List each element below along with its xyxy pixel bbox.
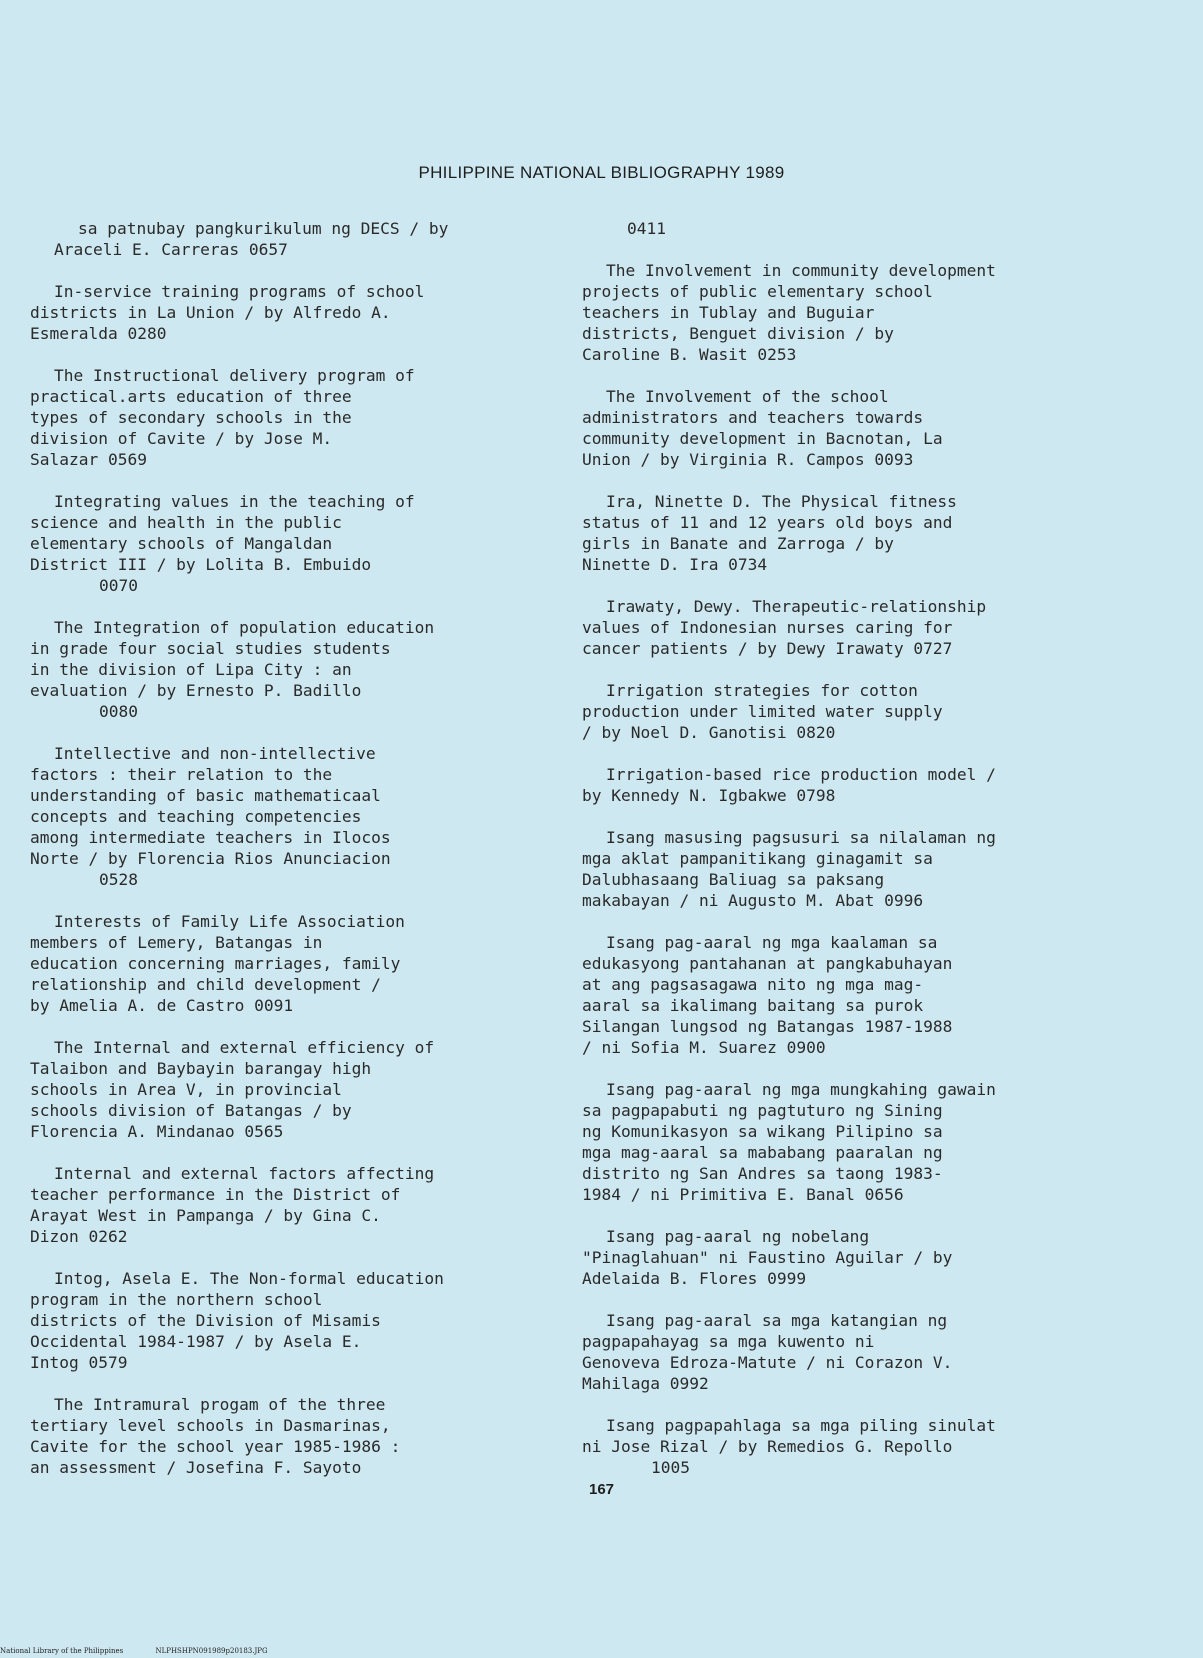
bibliography-entry	[582, 386, 1082, 470]
entry-line: among intermediate teachers in Ilocos	[30, 828, 391, 847]
entry-line: in grade four social studies students	[30, 639, 391, 658]
bibliography-entry	[30, 617, 550, 722]
entry-number: 0080	[99, 702, 138, 721]
entry-line: teachers in Tublay and Buguiar	[582, 303, 875, 322]
bibliography-entry	[30, 1268, 550, 1373]
entry-line: Talaibon and Baybayin barangay high	[30, 1059, 372, 1078]
entry-line: types of secondary schools in the	[30, 408, 352, 427]
entry-line: The Instructional delivery program of	[54, 366, 415, 385]
entry-line: practical.arts education of three	[30, 387, 352, 406]
entry-line: Irrigation-based rice production model /	[606, 765, 996, 784]
left-column	[30, 218, 550, 1499]
entry-line: Intog, Asela E. The Non-formal education	[54, 1269, 444, 1288]
entry-line: by Amelia A. de Castro 0091	[30, 996, 294, 1015]
entry-line: Interests of Family Life Association	[54, 912, 405, 931]
entry-line: Arayat West in Pampanga / by Gina C.	[30, 1206, 381, 1225]
entry-line: The Integration of population education	[54, 618, 435, 637]
entry-line: Adelaida B. Flores 0999	[582, 1269, 807, 1288]
bibliography-entry	[30, 491, 550, 596]
entry-line: mga mag-aaral sa mababang paaralan ng	[582, 1143, 943, 1162]
bibliography-entry	[582, 1226, 1082, 1289]
entry-line: The Intramural progam of the three	[54, 1395, 386, 1414]
entry-line: values of Indonesian nurses caring for	[582, 618, 953, 637]
bibliography-entry	[582, 680, 1082, 743]
entry-line: Cavite for the school year 1985-1986 :	[30, 1437, 401, 1456]
entry-line: concepts and teaching competencies	[30, 807, 362, 826]
entry-line: program in the northern school	[30, 1290, 323, 1309]
entry-line: districts of the Division of Misamis	[30, 1311, 381, 1330]
entry-line: Occidental 1984-1987 / by Asela E.	[30, 1332, 362, 1351]
entry-line: Intog 0579	[30, 1353, 128, 1372]
entry-line: makabayan / ni Augusto M. Abat 0996	[582, 891, 924, 910]
entry-line: factors : their relation to the	[30, 765, 333, 784]
entry-line: Florencia A. Mindanao 0565	[30, 1122, 284, 1141]
bibliography-entry	[582, 932, 1082, 1058]
entry-line: sa patnubay pangkurikulum ng DECS / by	[78, 219, 449, 238]
entry-line: Araceli E. Carreras 0657	[54, 240, 288, 259]
bibliography-entry	[30, 218, 550, 260]
entry-line: teacher performance in the District of	[30, 1185, 401, 1204]
entry-line: / by Noel D. Ganotisi 0820	[582, 723, 836, 742]
entry-line: Integrating values in the teaching of	[54, 492, 415, 511]
bibliography-entry	[582, 1310, 1082, 1394]
entry-line: division of Cavite / by Jose M.	[30, 429, 333, 448]
entry-line: edukasyong pantahanan at pangkabuhayan	[582, 954, 953, 973]
entry-line: members of Lemery, Batangas in	[30, 933, 323, 952]
footer-library: National Library of the Philippines	[0, 1647, 124, 1655]
entry-line: at ang pagsasagawa nito ng mga mag-	[582, 975, 924, 994]
bibliography-entry	[582, 1079, 1082, 1205]
entry-line: elementary schools of Mangaldan	[30, 534, 333, 553]
entry-line: an assessment / Josefina F. Sayoto	[30, 1458, 362, 1477]
entry-line: Dizon 0262	[30, 1227, 128, 1246]
bibliography-entry	[30, 743, 550, 890]
bibliography-entry	[582, 596, 1082, 659]
footer-file: NLPHSHPN091989p20183.JPG	[155, 1647, 268, 1655]
entry-line: The Internal and external efficiency of	[54, 1038, 435, 1057]
entry-line: Isang pagpapahlaga sa mga piling sinulat	[606, 1416, 996, 1435]
entry-line: Isang pag-aaral sa mga katangian ng	[606, 1311, 948, 1330]
entry-line: The Involvement in community development	[606, 261, 996, 280]
footer	[0, 1647, 298, 1655]
entry-line: Isang pag-aaral ng mga mungkahing gawain	[606, 1080, 996, 1099]
entry-line: Irrigation strategies for cotton	[606, 681, 918, 700]
entry-line: relationship and child development /	[30, 975, 381, 994]
bibliography-entry	[582, 491, 1082, 575]
entry-line: education concerning marriages, family	[30, 954, 401, 973]
entry-line: districts in La Union / by Alfredo A.	[30, 303, 391, 322]
entry-line: projects of public elementary school	[582, 282, 933, 301]
entry-number: 1005	[651, 1458, 690, 1477]
entry-line: Irawaty, Dewy. Therapeutic-relationship	[606, 597, 987, 616]
entry-line: administrators and teachers towards	[582, 408, 924, 427]
entry-line: cancer patients / by Dewy Irawaty 0727	[582, 639, 953, 658]
bibliography-entry	[30, 365, 550, 470]
entry-line: tertiary level schools in Dasmarinas,	[30, 1416, 391, 1435]
entry-line: distrito ng San Andres sa taong 1983-	[582, 1164, 943, 1183]
entry-line: Genoveva Edroza-Matute / ni Corazon V.	[582, 1353, 953, 1372]
entry-line: science and health in the public	[30, 513, 342, 532]
entry-line: Isang pag-aaral ng mga kaalaman sa	[606, 933, 938, 952]
right-column	[582, 218, 1082, 1499]
entry-line: production under limited water supply	[582, 702, 943, 721]
entry-line: 1984 / ni Primitiva E. Banal 0656	[582, 1185, 904, 1204]
bibliography-entry	[582, 1415, 1082, 1478]
entry-line: schools in Area V, in provincial	[30, 1080, 342, 1099]
page-title: PHILIPPINE NATIONAL BIBLIOGRAPHY 1989	[418, 163, 785, 182]
bibliography-entry	[582, 260, 1082, 365]
entry-line: status of 11 and 12 years old boys and	[582, 513, 953, 532]
bibliography-entry	[30, 911, 550, 1016]
entry-line: districts, Benguet division / by	[582, 324, 894, 343]
entry-line: District III / by Lolita B. Embuido	[30, 555, 372, 574]
entry-line: schools division of Batangas / by	[30, 1101, 352, 1120]
entry-line: Internal and external factors affecting	[54, 1164, 435, 1183]
entry-line: mga aklat pampanitikang ginagamit sa	[582, 849, 933, 868]
bibliography-entry	[582, 827, 1082, 911]
entry-line: Caroline B. Wasit 0253	[582, 345, 797, 364]
entry-line: Union / by Virginia R. Campos 0093	[582, 450, 914, 469]
entry-line: Isang pag-aaral ng nobelang	[606, 1227, 870, 1246]
entry-line: "Pinaglahuan" ni Faustino Aguilar / by	[582, 1248, 953, 1267]
entry-line: Salazar 0569	[30, 450, 147, 469]
entry-line: Ninette D. Ira 0734	[582, 555, 768, 574]
entry-line: ng Komunikasyon sa wikang Pilipino sa	[582, 1122, 943, 1141]
bibliography-entry	[30, 1394, 550, 1478]
entry-line: In-service training programs of school	[54, 282, 425, 301]
entry-line: in the division of Lipa City : an	[30, 660, 352, 679]
bibliography-entry	[30, 281, 550, 344]
entry-line: by Kennedy N. Igbakwe 0798	[582, 786, 836, 805]
entry-number: 0528	[99, 870, 138, 889]
entry-number: 0070	[99, 576, 138, 595]
entry-line: Ira, Ninette D. The Physical fitness	[606, 492, 957, 511]
bibliography-entry	[582, 764, 1082, 806]
entry-line: evaluation / by Ernesto P. Badillo	[30, 681, 362, 700]
entry-line: Intellective and non-intellective	[54, 744, 376, 763]
entry-line: girls in Banate and Zarroga / by	[582, 534, 894, 553]
entry-line: Silangan lungsod ng Batangas 1987-1988	[582, 1017, 953, 1036]
entry-line: understanding of basic mathematicaal	[30, 786, 381, 805]
entry-line: community development in Bacnotan, La	[582, 429, 943, 448]
entry-line: The Involvement of the school	[606, 387, 889, 406]
entry-line: / ni Sofia M. Suarez 0900	[582, 1038, 826, 1057]
entry-line: aaral sa ikalimang baitang sa purok	[582, 996, 924, 1015]
entry-line: Dalubhasaang Baliuag sa paksang	[582, 870, 885, 889]
entry-number: 0411	[627, 219, 666, 238]
entry-line: sa pagpapabuti ng pagtuturo ng Sining	[582, 1101, 943, 1120]
entry-line: Norte / by Florencia Rios Anunciacion	[30, 849, 391, 868]
entry-line: Esmeralda 0280	[30, 324, 167, 343]
bibliography-entry	[30, 1163, 550, 1247]
entry-line: ni Jose Rizal / by Remedios G. Repollo	[582, 1437, 953, 1456]
entry-line: Mahilaga 0992	[582, 1374, 709, 1393]
bibliography-entry	[30, 1037, 550, 1142]
entry-line: pagpapahayag sa mga kuwento ni	[582, 1332, 875, 1351]
page-number: 167	[588, 1481, 615, 1498]
entry-line: Isang masusing pagsusuri sa nilalaman ng	[606, 828, 996, 847]
